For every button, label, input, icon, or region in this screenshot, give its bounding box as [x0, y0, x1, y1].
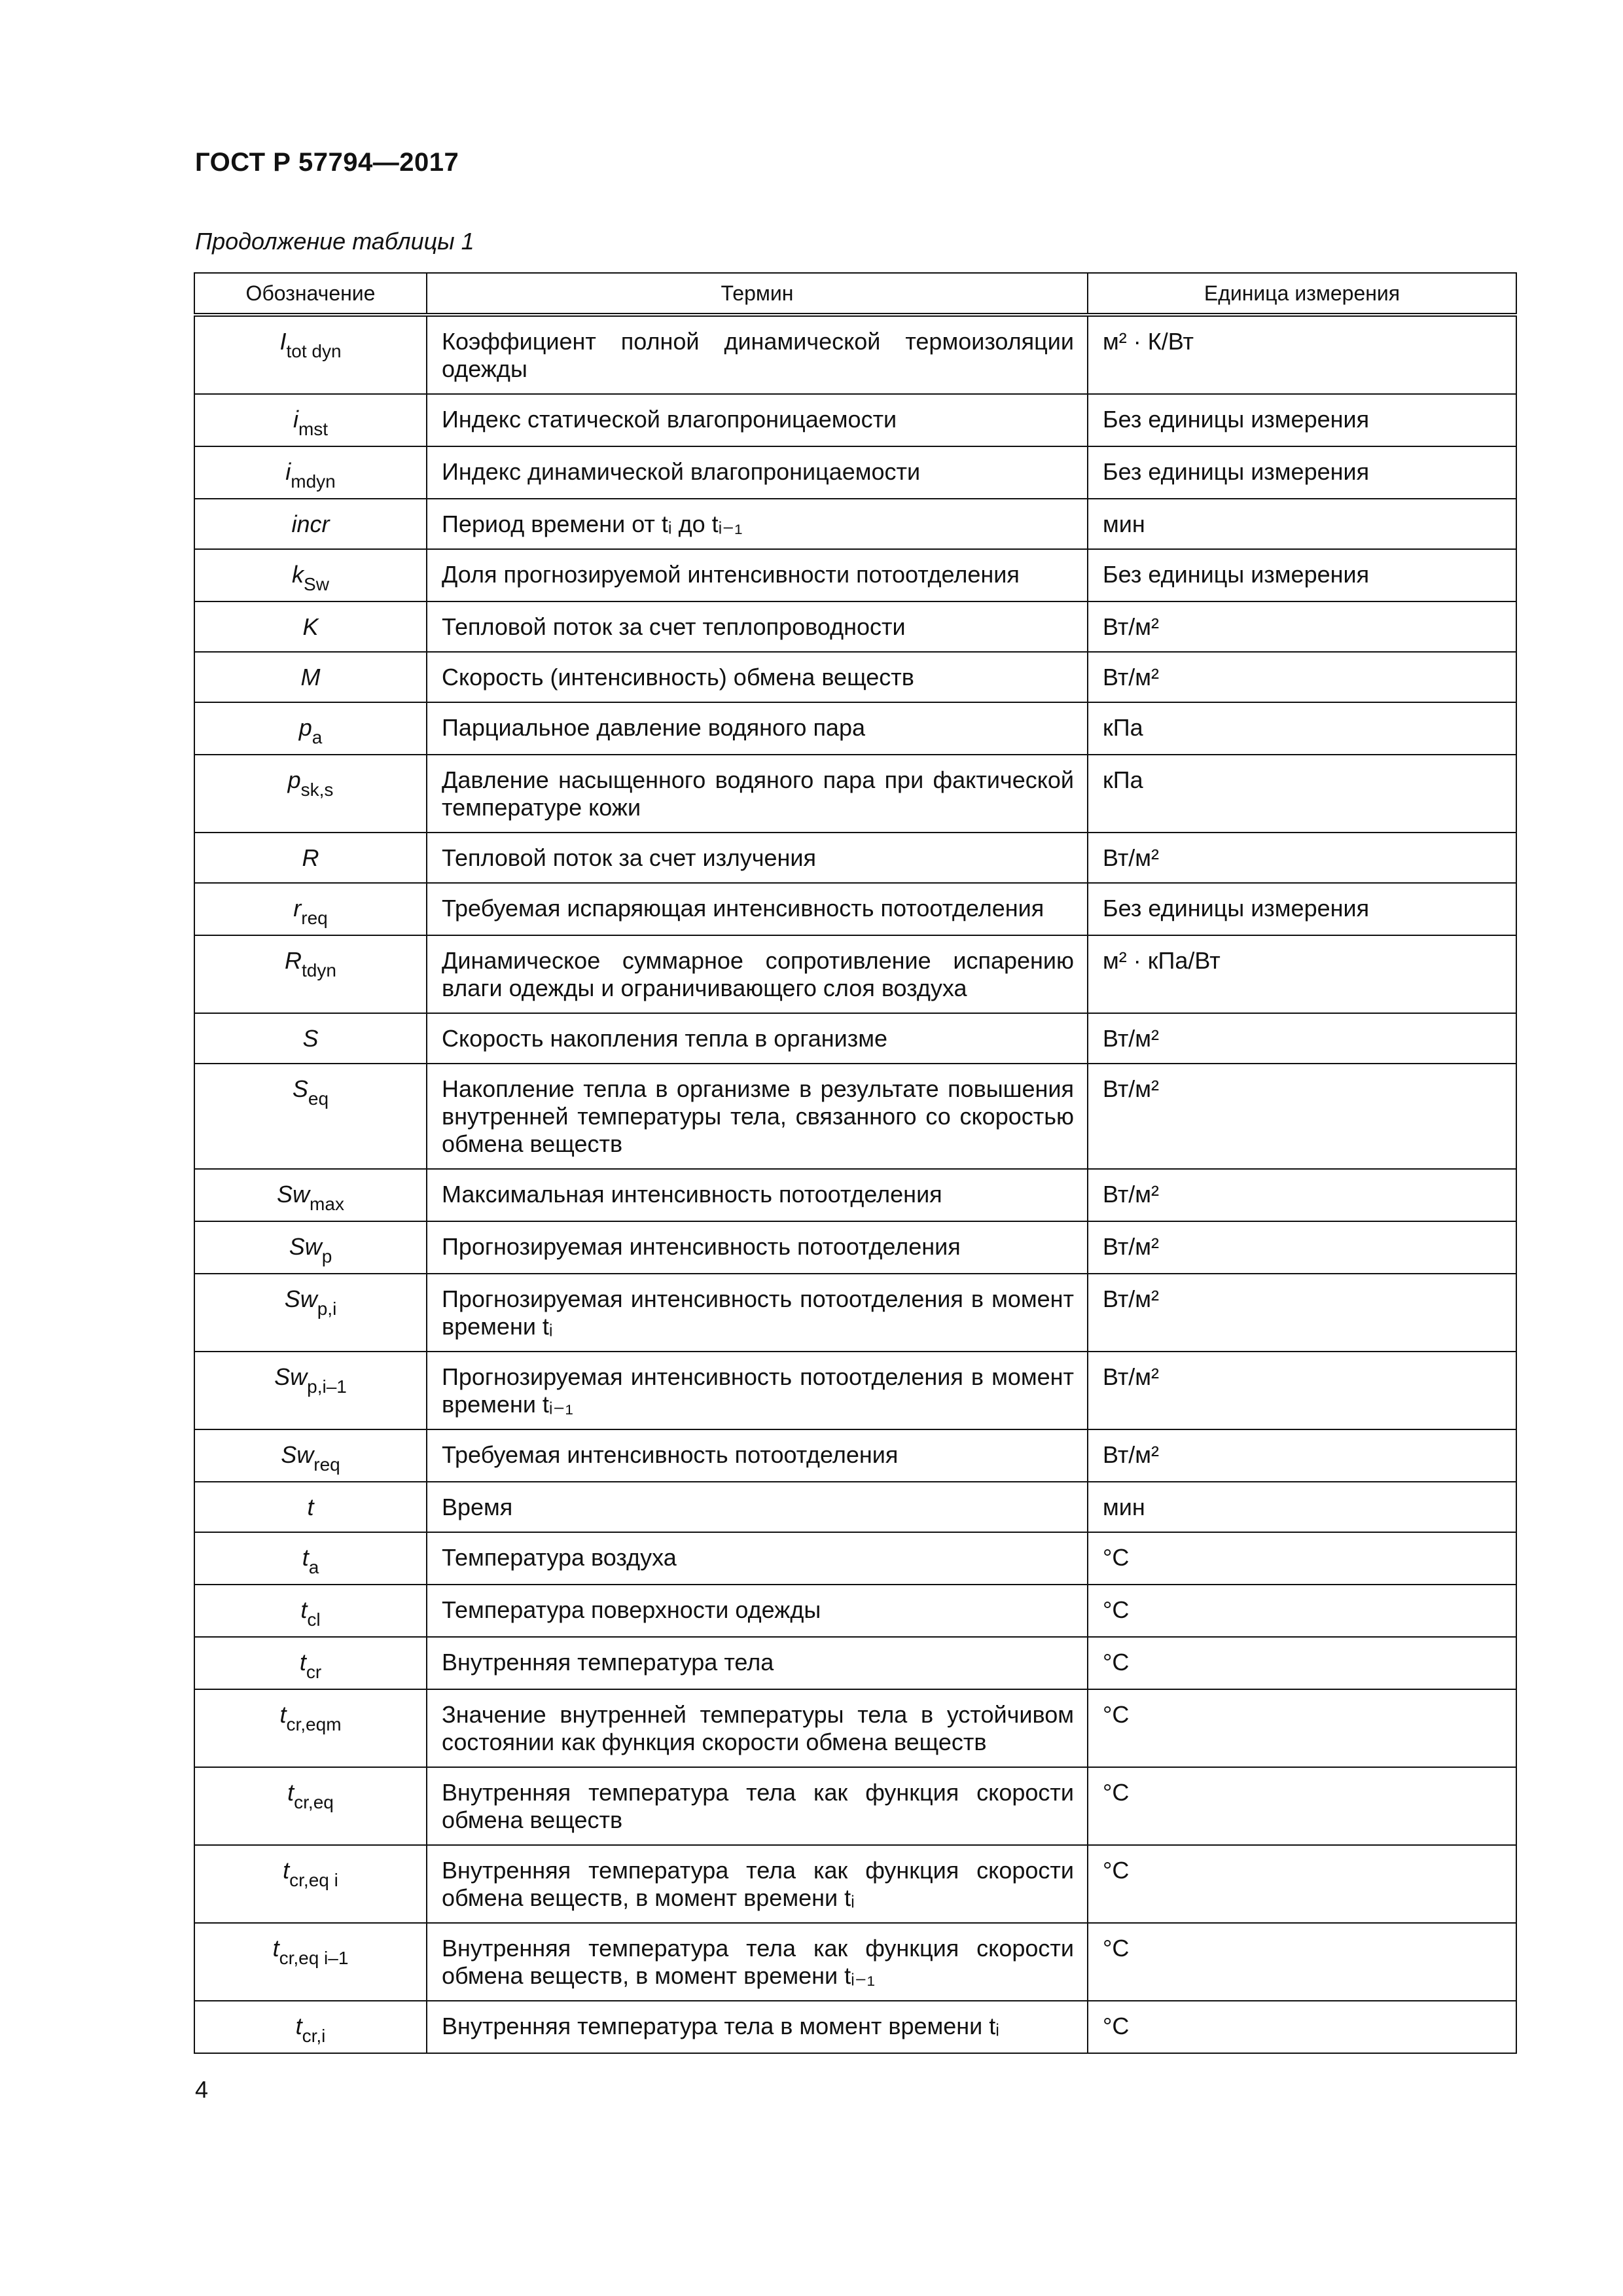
unit-cell: °С [1088, 1767, 1516, 1845]
table-row [194, 1221, 1516, 1274]
unit-cell: кПа [1088, 755, 1516, 833]
symbol-main: S [292, 1075, 308, 1102]
symbol-cell [194, 1532, 427, 1585]
unit-cell: Вт/м² [1088, 833, 1516, 883]
unit-cell: Вт/м² [1088, 601, 1516, 652]
unit-cell: °С [1088, 1845, 1516, 1923]
unit-cell: м² · кПа/Вт [1088, 935, 1516, 1013]
symbol-main: Sw [289, 1233, 322, 1260]
symbol-cell [194, 1169, 427, 1221]
term-cell: Прогнозируемая интенсивность потоотделения в момент времени tᵢ₋₁ [427, 1352, 1088, 1429]
symbol-cell [194, 1064, 427, 1169]
term-cell: Индекс динамической влагопроницаемости [427, 446, 1088, 499]
symbol-main: t [283, 1857, 290, 1884]
symbol-subscript: p,i–1 [307, 1376, 347, 1397]
unit-cell: °С [1088, 1637, 1516, 1689]
symbol-main: R [285, 947, 302, 974]
symbol-cell [194, 1274, 427, 1352]
unit-cell: Вт/м² [1088, 1429, 1516, 1482]
symbol-main: t [287, 1779, 294, 1806]
symbol-main: t [300, 1596, 308, 1623]
term-cell: Накопление тепла в организме в результате повышения внутренней температуры тела, связанного со скоростью обмена веществ [427, 1064, 1088, 1169]
header-symbol: Обозначение [194, 273, 427, 315]
symbol-cell [194, 755, 427, 833]
unit-cell: Вт/м² [1088, 1013, 1516, 1064]
term-cell: Индекс статической влагопроницаемости [427, 394, 1088, 446]
symbol-cell [194, 1637, 427, 1689]
symbol-main: incr [291, 511, 330, 537]
unit-cell: Вт/м² [1088, 652, 1516, 702]
symbol-cell [194, 1352, 427, 1429]
table-row [194, 652, 1516, 702]
unit-cell: °С [1088, 1532, 1516, 1585]
term-cell: Внутренняя температура тела как функция скорости обмена веществ [427, 1767, 1088, 1845]
term-cell: Прогнозируемая интенсивность потоотделения [427, 1221, 1088, 1274]
term-cell: Прогнозируемая интенсивность потоотделения в момент времени tᵢ [427, 1274, 1088, 1352]
symbol-cell [194, 549, 427, 601]
table-header-row [194, 273, 1516, 315]
term-cell: Тепловой поток за счет излучения [427, 833, 1088, 883]
table-row [194, 1352, 1516, 1429]
symbol-main: Sw [281, 1441, 314, 1468]
unit-cell: Вт/м² [1088, 1064, 1516, 1169]
symbol-cell [194, 1013, 427, 1064]
symbol-main: t [307, 1494, 314, 1520]
term-cell: Требуемая интенсивность потоотделения [427, 1429, 1088, 1482]
symbol-cell [194, 315, 427, 394]
table-body [194, 315, 1516, 2053]
symbol-subscript: cr,i [302, 2026, 326, 2046]
unit-cell: Без единицы измерения [1088, 549, 1516, 601]
symbol-subscript: p,i [317, 1299, 337, 1319]
term-cell: Максимальная интенсивность потоотделения [427, 1169, 1088, 1221]
table-row [194, 1482, 1516, 1532]
symbol-main: Sw [274, 1363, 308, 1390]
table-row [194, 935, 1516, 1013]
unit-cell: Вт/м² [1088, 1274, 1516, 1352]
symbols-table [194, 272, 1517, 2054]
table-row [194, 1532, 1516, 1585]
unit-cell: м² · К/Вт [1088, 315, 1516, 394]
symbol-cell [194, 833, 427, 883]
table-row [194, 1845, 1516, 1923]
unit-cell: Вт/м² [1088, 1169, 1516, 1221]
symbol-main: R [302, 844, 319, 871]
term-cell: Внутренняя температура тела [427, 1637, 1088, 1689]
symbol-subscript: a [312, 727, 323, 747]
symbol-subscript: p [321, 1246, 332, 1266]
table-row [194, 601, 1516, 652]
symbol-cell [194, 1689, 427, 1767]
term-cell: Внутренняя температура тела в момент времени tᵢ [427, 2001, 1088, 2053]
term-cell: Внутренняя температура тела как функция скорости обмена веществ, в момент времени tᵢ [427, 1845, 1088, 1923]
table-caption: Продолжение таблицы 1 [195, 228, 474, 255]
symbol-subscript: max [310, 1194, 344, 1214]
symbol-subscript: cr,eq [294, 1792, 334, 1812]
symbol-subscript: Sw [304, 574, 329, 594]
symbol-subscript: mst [298, 419, 329, 439]
symbol-cell [194, 1221, 427, 1274]
symbol-subscript: eq [308, 1088, 329, 1109]
symbol-cell [194, 883, 427, 935]
document-header: ГОСТ Р 57794—2017 [195, 148, 459, 177]
term-cell: Внутренняя температура тела как функция скорости обмена веществ, в момент времени tᵢ₋₁ [427, 1923, 1088, 2001]
symbol-main: Sw [277, 1181, 310, 1208]
unit-cell: °С [1088, 1923, 1516, 2001]
table-row [194, 1923, 1516, 2001]
symbol-main: M [300, 664, 321, 691]
unit-cell: Без единицы измерения [1088, 446, 1516, 499]
term-cell: Время [427, 1482, 1088, 1532]
page-number: 4 [195, 2076, 209, 2103]
term-cell: Скорость (интенсивность) обмена веществ [427, 652, 1088, 702]
symbol-subscript: sk,s [300, 780, 334, 800]
table-row [194, 2001, 1516, 2053]
symbol-main: Sw [284, 1285, 317, 1312]
table-row [194, 315, 1516, 394]
term-cell: Давление насыщенного водяного пара при фактической температуре кожи [427, 755, 1088, 833]
symbol-cell [194, 702, 427, 755]
symbol-main: t [295, 2013, 302, 2039]
symbol-cell [194, 1482, 427, 1532]
term-cell: Тепловой поток за счет теплопроводности [427, 601, 1088, 652]
unit-cell: Без единицы измерения [1088, 394, 1516, 446]
header-unit: Единица измерения [1088, 273, 1516, 315]
table-row [194, 1064, 1516, 1169]
table-row [194, 833, 1516, 883]
header-term: Термин [427, 273, 1088, 315]
symbol-cell [194, 1585, 427, 1637]
symbol-cell [194, 446, 427, 499]
symbol-main: t [302, 1544, 309, 1571]
term-cell: Коэффициент полной динамической термоизоляции одежды [427, 315, 1088, 394]
table-row [194, 883, 1516, 935]
unit-cell: Вт/м² [1088, 1221, 1516, 1274]
unit-cell: мин [1088, 1482, 1516, 1532]
term-cell: Значение внутренней температуры тела в устойчивом состоянии как функция скорости обмена веществ [427, 1689, 1088, 1767]
symbol-cell [194, 1845, 427, 1923]
symbol-main: K [302, 613, 319, 640]
symbol-cell [194, 1767, 427, 1845]
symbol-subscript: mdyn [291, 471, 336, 492]
symbol-subscript: a [308, 1557, 319, 1577]
table-row [194, 1274, 1516, 1352]
table-row [194, 755, 1516, 833]
table-row [194, 1585, 1516, 1637]
symbol-main: i [285, 458, 291, 485]
symbol-subscript: cl [307, 1609, 321, 1630]
table-row [194, 394, 1516, 446]
term-cell: Скорость накопления тепла в организме [427, 1013, 1088, 1064]
symbol-main: I [279, 328, 287, 355]
table-row [194, 446, 1516, 499]
symbol-main: i [293, 406, 298, 433]
term-cell: Доля прогнозируемой интенсивности потоотделения [427, 549, 1088, 601]
term-cell: Динамическое суммарное сопротивление испарению влаги одежды и ограничивающего слоя воздуха [427, 935, 1088, 1013]
symbol-subscript: req [301, 908, 328, 928]
table-row [194, 702, 1516, 755]
symbol-cell [194, 499, 427, 549]
symbol-subscript: tot dyn [286, 341, 342, 361]
symbol-cell [194, 394, 427, 446]
symbol-subscript: cr [306, 1662, 322, 1682]
symbol-subscript: cr,eq i–1 [279, 1948, 349, 1968]
table-row [194, 1169, 1516, 1221]
symbol-cell [194, 652, 427, 702]
symbol-cell [194, 1429, 427, 1482]
term-cell: Температура воздуха [427, 1532, 1088, 1585]
table-row [194, 1429, 1516, 1482]
term-cell: Температура поверхности одежды [427, 1585, 1088, 1637]
symbol-main: k [292, 561, 304, 588]
table-row [194, 1767, 1516, 1845]
unit-cell: мин [1088, 499, 1516, 549]
symbol-cell [194, 601, 427, 652]
symbol-subscript: req [313, 1454, 340, 1475]
symbol-main: p [287, 766, 301, 793]
term-cell: Период времени от tᵢ до tᵢ₋₁ [427, 499, 1088, 549]
symbol-main: t [279, 1701, 287, 1728]
symbol-cell [194, 1923, 427, 2001]
unit-cell: Вт/м² [1088, 1352, 1516, 1429]
term-cell: Требуемая испаряющая интенсивность потоотделения [427, 883, 1088, 935]
table-row [194, 1689, 1516, 1767]
symbol-subscript: cr,eq i [289, 1870, 338, 1890]
symbol-main: r [293, 895, 302, 922]
table-row [194, 549, 1516, 601]
symbol-subscript: cr,eqm [286, 1714, 342, 1734]
table-row [194, 499, 1516, 549]
table-row [194, 1013, 1516, 1064]
unit-cell: °С [1088, 1585, 1516, 1637]
symbol-main: S [302, 1025, 319, 1052]
unit-cell: кПа [1088, 702, 1516, 755]
unit-cell: Без единицы измерения [1088, 883, 1516, 935]
symbol-cell [194, 935, 427, 1013]
term-cell: Парциальное давление водяного пара [427, 702, 1088, 755]
table-row [194, 1637, 1516, 1689]
symbol-main: p [298, 714, 312, 741]
unit-cell: °С [1088, 2001, 1516, 2053]
symbol-cell [194, 2001, 427, 2053]
symbol-main: t [272, 1935, 279, 1962]
unit-cell: °С [1088, 1689, 1516, 1767]
symbol-subscript: tdyn [302, 960, 336, 980]
symbol-main: t [299, 1649, 306, 1676]
